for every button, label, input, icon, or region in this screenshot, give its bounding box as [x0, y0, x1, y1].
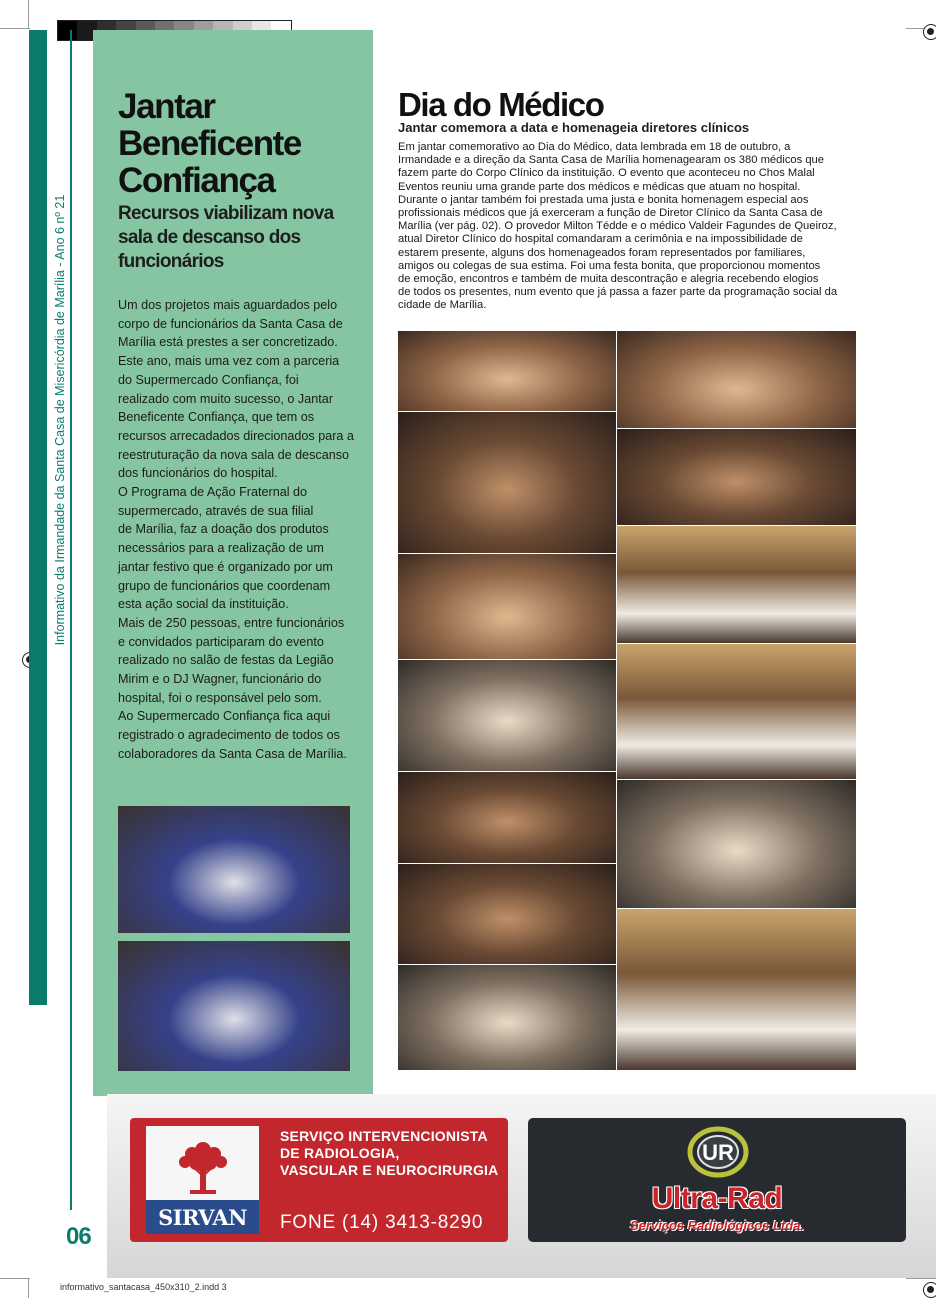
registration-mark-icon	[923, 24, 936, 40]
ultrarad-ad[interactable]	[528, 1118, 906, 1242]
body-line: Beneficente Confiança, que tem os	[118, 410, 315, 425]
ultrarad-logo-icon	[683, 1122, 753, 1186]
body-line: cidade de Marília.	[398, 299, 487, 312]
ultrarad-logo-mark: UR	[702, 1140, 734, 1165]
event-photo	[617, 526, 856, 643]
tree-icon	[172, 1136, 234, 1198]
body-line: Mirim e o DJ Wagner, funcionário do	[118, 672, 322, 687]
event-photo	[617, 909, 856, 1070]
body-line: Mais de 250 pessoas, entre funcionários	[118, 615, 345, 630]
event-photo	[617, 780, 856, 908]
event-photo	[398, 412, 616, 553]
sidebar-rule	[70, 30, 72, 1210]
sirvan-services	[280, 1128, 498, 1179]
body-line: corpo de funcionários da Santa Casa de	[118, 316, 343, 331]
event-photo	[617, 429, 856, 525]
body-line: Eventos reuniu uma grande parte dos médicos e médicas que atuam no hospital.	[398, 180, 801, 193]
event-photo	[398, 554, 616, 659]
sirvan-wordmark: SIRVAN	[158, 1205, 247, 1230]
body-line: grupo de funcionários que coordenam	[118, 578, 331, 593]
right-article-body	[398, 141, 854, 313]
crop-mark	[0, 1278, 30, 1279]
sirvan-ad[interactable]	[130, 1118, 508, 1242]
service-line: DE RADIOLOGIA,	[280, 1145, 400, 1161]
service-line: VASCULAR E NEUROCIRURGIA	[280, 1162, 499, 1178]
body-line: O Programa de Ação Fraternal do	[118, 485, 308, 500]
event-photo	[398, 965, 616, 1070]
body-line: reestruturação da nova sala de descanso	[118, 447, 350, 462]
sirvan-phone: FONE (14) 3413-8290	[280, 1212, 484, 1233]
registration-mark-icon	[923, 1282, 936, 1298]
left-article-body	[118, 296, 356, 764]
sidebar-accent-bar	[29, 30, 47, 1005]
body-line: necessários para a realização de um	[118, 541, 324, 556]
file-slug: informativo_santacasa_450x310_2.indd 3	[60, 1282, 227, 1292]
event-photo	[398, 660, 616, 771]
body-line: colaboradores da Santa Casa de Marília.	[118, 746, 347, 761]
body-line: dos funcionários do hospital.	[118, 466, 278, 481]
left-article-subtitle	[118, 202, 358, 274]
right-article-subtitle: Jantar comemora a data e homenageia diretores clínicos	[398, 120, 750, 135]
body-line: hospital, foi o responsável pelo som.	[118, 690, 322, 705]
body-line: Este ano, mais uma vez com a parceria	[118, 354, 340, 369]
body-line: registrado o agradecimento de todos os	[118, 728, 340, 743]
body-line: esta ação social da instituição.	[118, 597, 289, 612]
publication-info: Informativo da Irmandade da Santa Casa de Misericórdia de Marília - Ano 6 nº 21	[53, 194, 67, 646]
sirvan-logo	[146, 1126, 259, 1234]
title-line: Confiança	[118, 161, 275, 200]
event-photo	[118, 941, 350, 1071]
ultrarad-tagline: Serviços Radiológicos Ltda.	[629, 1218, 805, 1233]
body-line: supermercado, através de sua filial	[118, 503, 314, 518]
body-line: Marília (ver pág. 02). O provedor Milton Tédde e o médico Valdeir Fagundes de Queiroz,	[398, 220, 837, 233]
title-line: Beneficente	[118, 124, 301, 163]
crop-mark	[0, 28, 30, 29]
event-photo	[398, 864, 616, 964]
subtitle-line: funcionários	[118, 251, 224, 272]
subtitle-line: Recursos viabilizam nova	[118, 203, 334, 224]
subtitle-line: sala de descanso dos	[118, 227, 301, 248]
body-line: de todos os presentes, num evento que já passa a fazer parte da programação social da	[398, 286, 838, 299]
page-number: 06	[66, 1223, 91, 1250]
event-photo	[617, 331, 856, 428]
body-line: Irmandade e a direção da Santa Casa de Marília homenagearam os 380 médicos que	[398, 154, 825, 167]
event-photo	[118, 806, 350, 933]
right-article-title: Dia do Médico	[398, 86, 604, 123]
sidebar-text-wrap	[52, 30, 68, 810]
ultrarad-name: Ultra-Rad	[651, 1182, 783, 1215]
body-line: jantar festivo que é organizado por um	[118, 559, 333, 574]
body-line: Ao Supermercado Confiança fica aqui	[118, 709, 331, 724]
body-line: recursos arrecadados direcionados para a	[118, 428, 354, 443]
body-line: profissionais médicos que já exerceram a função de Diretor Clínico da Santa Casa de	[398, 207, 823, 220]
body-line: atual Diretor Clínico do hospital comandaram a cerimônia e na impossibilidade de	[398, 233, 803, 246]
body-line: Marília está prestes a ser concretizado.	[118, 335, 338, 350]
event-photo	[617, 644, 856, 779]
body-line: Em jantar comemorativo ao Dia do Médico, data lembrada em 18 de outubro, a	[398, 141, 791, 153]
body-line: amigos ou colegas de sua estima. Foi uma festa bonita, que proporcionou momentos	[398, 259, 821, 272]
body-line: Durante o jantar também foi prestada uma justa e bonita homenagem especial aos	[398, 193, 809, 206]
crop-mark	[28, 0, 29, 28]
body-line: do Supermercado Confiança, foi	[118, 372, 299, 387]
title-line: Jantar	[118, 87, 215, 126]
body-line: de emoção, encontros e também de muita descontração e alegria recebendo elogios	[398, 273, 819, 286]
crop-mark	[906, 1278, 936, 1279]
body-line: estarem presente, alguns dos homenageados foram representados por familiares,	[398, 246, 806, 259]
body-line: de Marília, faz a doação dos produtos	[118, 522, 329, 537]
body-line: e convidados participaram do evento	[118, 634, 324, 649]
body-line: Um dos projetos mais aguardados pelo	[118, 298, 338, 312]
crop-mark	[28, 1278, 29, 1298]
body-line: realizado com muito sucesso, o Jantar	[118, 391, 333, 406]
service-line: SERVIÇO INTERVENCIONISTA	[280, 1128, 488, 1144]
body-line: fazem parte do Corpo Clínico da instituição. O evento que aconteceu no Chos Malal	[398, 167, 815, 180]
left-article-title	[118, 88, 358, 199]
event-photo	[398, 331, 616, 411]
body-line: realizado no salão de festas da Legião	[118, 653, 334, 668]
event-photo	[398, 772, 616, 863]
